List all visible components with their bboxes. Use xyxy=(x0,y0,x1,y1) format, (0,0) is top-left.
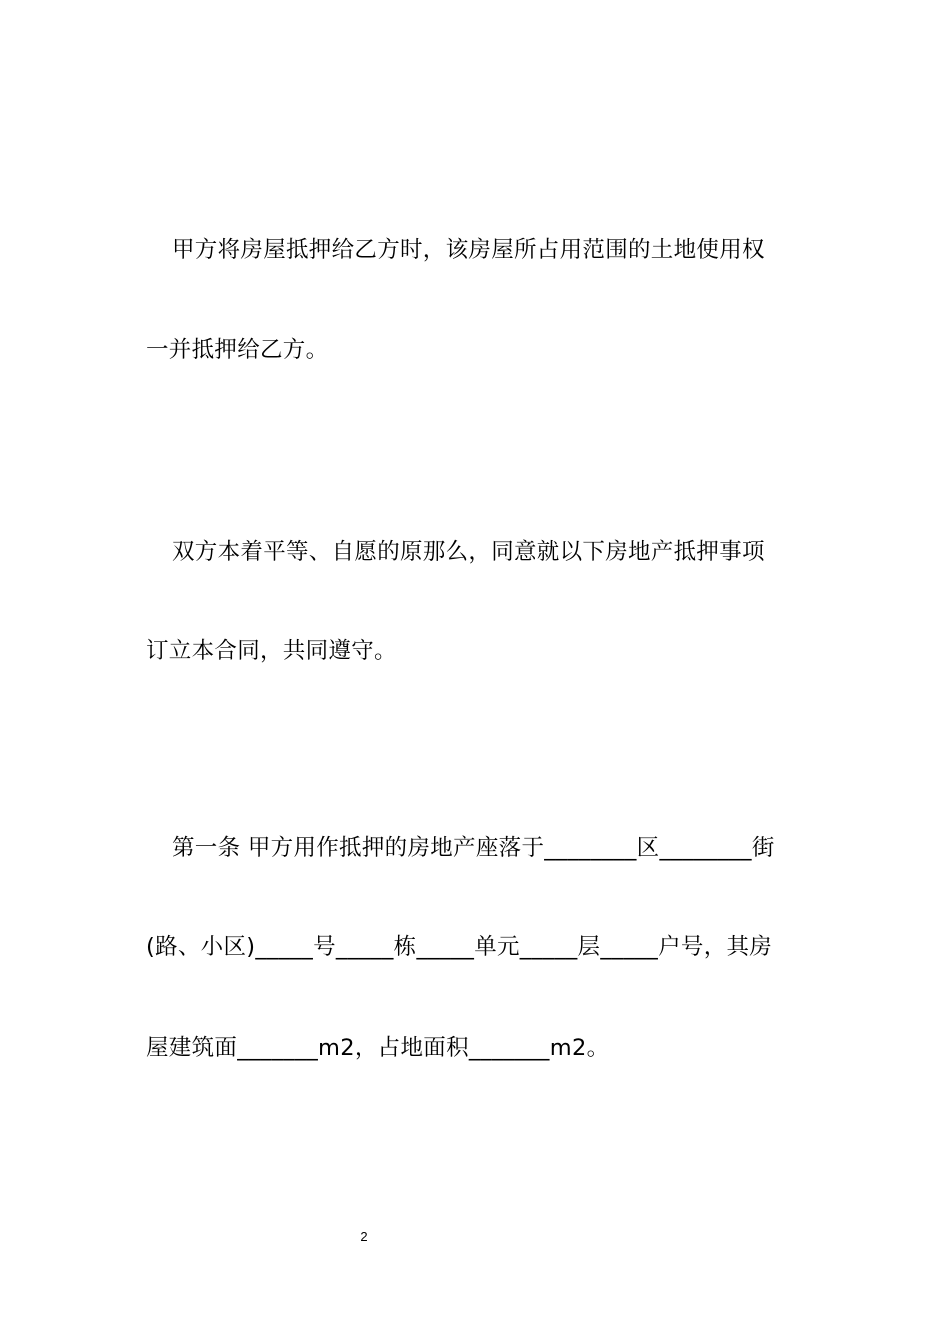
paragraph-2-line-2: 订立本合同，共同遵守。 xyxy=(146,638,397,664)
paragraph-2-line-1: 双方本着平等、自愿的原那么，同意就以下房地产抵押事项 xyxy=(172,539,765,565)
article-1-line-1: 第一条 甲方用作抵押的房地产座落于________区________街 xyxy=(172,835,775,861)
article-1-line-3: 屋建筑面_______m2，占地面积_______m2。 xyxy=(146,1035,610,1061)
article-1-line-2: (路、小区)_____号_____栋_____单元_____层_____户号，其房 xyxy=(146,934,773,960)
paragraph-1-line-1: 甲方将房屋抵押给乙方时，该房屋所占用范围的土地使用权 xyxy=(172,237,765,263)
page-number: 2 xyxy=(360,1229,368,1244)
paragraph-1-line-2: 一并抵押给乙方。 xyxy=(146,337,329,363)
